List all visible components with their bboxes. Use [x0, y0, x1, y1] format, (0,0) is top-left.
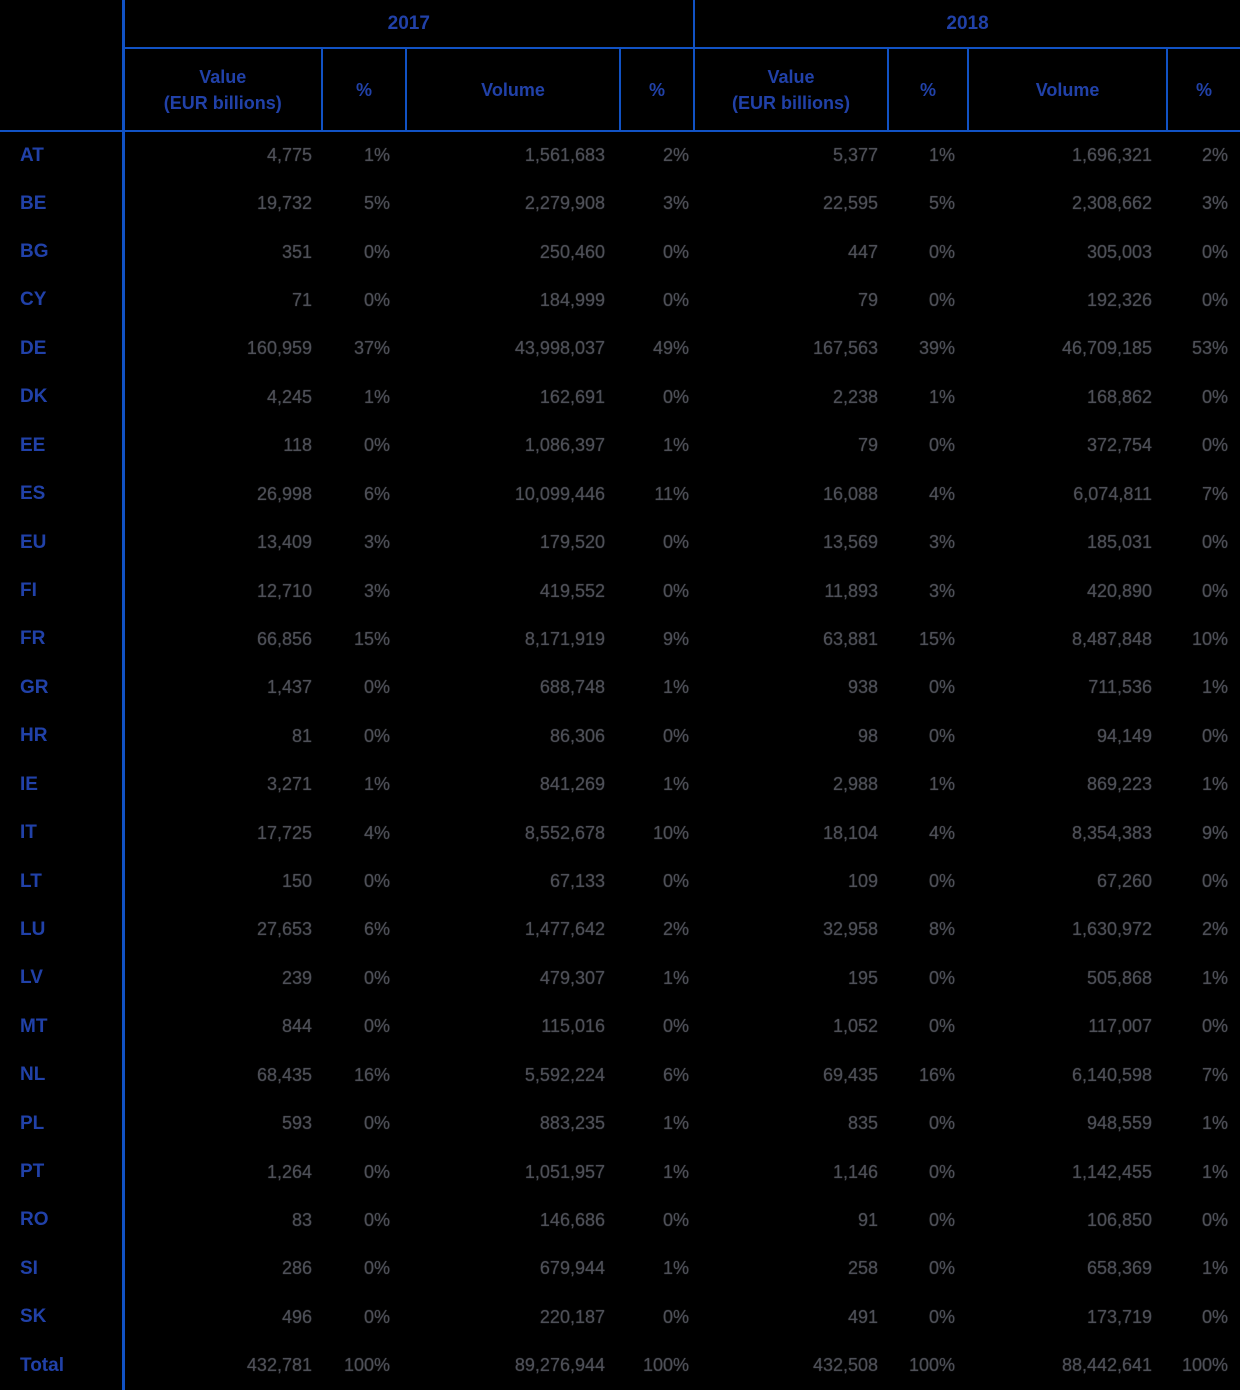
country-row	[0, 1051, 1240, 1099]
country-code-label: EU	[0, 518, 123, 566]
value-pct-2018-cell: 0%	[929, 1209, 956, 1230]
country-row	[0, 470, 1240, 518]
volume-pct-2018-cell: 0%	[1202, 1306, 1229, 1327]
column-header-volume-pct-2017: %	[620, 48, 694, 131]
volume-2017-cell: 5,592,224	[524, 1064, 605, 1085]
value-pct-2017-cell: 37%	[353, 338, 390, 359]
value-2018-cell: 109	[847, 871, 879, 892]
country-row	[0, 179, 1240, 227]
country-row	[0, 760, 1240, 808]
volume-pct-2018-cell: 10%	[1192, 628, 1229, 649]
volume-pct-2018-cell: 0%	[1202, 1209, 1229, 1230]
value-header-line2: (EUR billions)	[732, 92, 851, 113]
value-pct-2017-cell: 3%	[363, 532, 390, 553]
volume-pct-2018-cell: 1%	[1202, 1161, 1229, 1182]
country-row	[0, 518, 1240, 566]
value-pct-2017-cell: 0%	[363, 1306, 390, 1327]
value-pct-2017-cell: 0%	[363, 241, 390, 262]
volume-pct-2018-cell: 53%	[1192, 338, 1229, 359]
volume-2017-cell: 841,269	[539, 774, 605, 795]
value-pct-2018-cell: 0%	[929, 1016, 956, 1037]
value-pct-2017-cell: 1%	[363, 774, 390, 795]
country-code-label: MT	[0, 1003, 123, 1051]
volume-2018-cell: 173,719	[1086, 1306, 1153, 1327]
country-row	[0, 906, 1240, 954]
country-code-label: PT	[0, 1148, 123, 1196]
value-2018-cell: 91	[858, 1209, 879, 1230]
value-2018-cell: 18,104	[822, 822, 879, 843]
country-code-label: SK	[0, 1293, 123, 1341]
volume-pct-2018-cell: 1%	[1202, 774, 1229, 795]
value-2018-cell: 491	[847, 1306, 879, 1327]
volume-pct-2018-cell: 0%	[1202, 386, 1229, 407]
column-header-value-pct-2018: %	[888, 48, 968, 131]
value-pct-2017-cell: 100%	[343, 1355, 390, 1376]
value-pct-2018-cell: 0%	[929, 1306, 956, 1327]
value-pct-2017-cell: 0%	[363, 1113, 390, 1134]
country-code-label: LV	[0, 954, 123, 1002]
value-pct-2018-cell: 0%	[929, 967, 956, 988]
volume-2018-cell: 88,442,641	[1061, 1355, 1153, 1376]
volume-pct-2017-cell: 0%	[663, 1209, 690, 1230]
corner-cell	[0, 48, 123, 131]
country-code-label: ES	[0, 470, 123, 518]
country-code-label: FI	[0, 567, 123, 615]
volume-pct-2017-cell: 1%	[663, 1258, 690, 1279]
volume-2018-cell: 117,007	[1088, 1016, 1153, 1037]
country-code-label: CY	[0, 276, 123, 324]
country-code-label: PL	[0, 1099, 123, 1147]
country-code-label: BE	[0, 179, 123, 227]
country-row	[0, 1148, 1240, 1196]
volume-2018-cell: 8,487,848	[1071, 628, 1153, 649]
volume-pct-2017-cell: 1%	[663, 1161, 690, 1182]
country-row	[0, 1245, 1240, 1293]
value-2018-cell: 2,238	[832, 386, 879, 407]
value-2018-cell: 432,508	[812, 1355, 879, 1376]
volume-2018-cell: 94,149	[1096, 725, 1153, 746]
volume-pct-2017-cell: 0%	[663, 580, 690, 601]
value-2017-cell: 844	[281, 1016, 312, 1037]
value-pct-2018-cell: 8%	[929, 919, 956, 940]
value-2017-cell: 160,959	[246, 338, 312, 359]
volume-2017-cell: 146,686	[539, 1209, 605, 1230]
value-2017-cell: 19,732	[256, 193, 312, 214]
country-row	[0, 325, 1240, 373]
volume-2017-cell: 1,477,642	[524, 919, 605, 940]
value-2017-cell: 12,710	[256, 580, 312, 601]
volume-2017-cell: 688,748	[539, 677, 605, 698]
country-row	[0, 276, 1240, 324]
volume-2017-cell: 1,086,397	[524, 435, 605, 456]
value-2017-cell: 118	[283, 435, 312, 456]
total-row	[0, 1342, 1240, 1390]
volume-pct-2017-cell: 0%	[663, 1016, 690, 1037]
country-row	[0, 1099, 1240, 1147]
country-code-label: DE	[0, 325, 123, 373]
volume-2018-cell: 8,354,383	[1071, 822, 1153, 843]
value-pct-2017-cell: 0%	[363, 1016, 390, 1037]
volume-pct-2017-cell: 1%	[663, 1113, 690, 1134]
value-2017-cell: 4,775	[266, 145, 312, 166]
value-2018-cell: 1,052	[832, 1016, 879, 1037]
value-pct-2018-cell: 0%	[929, 677, 956, 698]
volume-2017-cell: 43,998,037	[514, 338, 605, 359]
value-pct-2017-cell: 15%	[353, 628, 390, 649]
volume-2018-cell: 948,559	[1086, 1113, 1153, 1134]
column-header-volume-2017: Volume	[406, 48, 620, 131]
volume-pct-2018-cell: 0%	[1202, 435, 1229, 456]
volume-pct-2017-cell: 0%	[663, 871, 690, 892]
volume-2017-cell: 2,279,908	[524, 193, 605, 214]
value-2017-cell: 66,856	[256, 628, 312, 649]
volume-pct-2018-cell: 0%	[1202, 580, 1229, 601]
value-2018-cell: 2,988	[832, 774, 879, 795]
value-2017-cell: 83	[291, 1209, 312, 1230]
column-header-volume-2018: Volume	[968, 48, 1167, 131]
value-pct-2018-cell: 0%	[929, 725, 956, 746]
volume-2017-cell: 10,099,446	[514, 483, 605, 504]
value-2018-cell: 11,893	[824, 580, 879, 601]
volume-pct-2018-cell: 7%	[1202, 1064, 1229, 1085]
volume-pct-2018-cell: 7%	[1202, 483, 1229, 504]
value-2018-cell: 835	[847, 1113, 879, 1134]
value-2017-cell: 496	[281, 1306, 312, 1327]
value-2017-cell: 286	[281, 1258, 312, 1279]
volume-pct-2017-cell: 3%	[663, 193, 690, 214]
value-pct-2017-cell: 3%	[363, 580, 390, 601]
table-body	[0, 131, 1240, 1390]
value-header-line2: (EUR billions)	[163, 92, 282, 113]
value-pct-2018-cell: 0%	[929, 289, 956, 310]
volume-pct-2018-cell: 0%	[1202, 871, 1229, 892]
volume-pct-2018-cell: 0%	[1202, 532, 1229, 553]
volume-pct-2018-cell: 0%	[1202, 1016, 1229, 1037]
year-header-2017: 2017	[123, 0, 694, 48]
value-2018-cell: 1,146	[832, 1161, 879, 1182]
value-2017-cell: 71	[291, 289, 312, 310]
volume-2017-cell: 1,051,957	[524, 1161, 605, 1182]
volume-pct-2018-cell: 3%	[1202, 193, 1229, 214]
volume-2017-cell: 86,306	[549, 725, 605, 746]
column-header-value-2017	[123, 48, 322, 131]
country-row	[0, 422, 1240, 470]
value-pct-2017-cell: 1%	[363, 386, 390, 407]
volume-2017-cell: 179,520	[539, 532, 605, 553]
value-pct-2018-cell: 0%	[929, 435, 956, 456]
value-2018-cell: 79	[858, 435, 879, 456]
year-header-2018: 2018	[694, 0, 1240, 48]
value-2018-cell: 5,377	[832, 145, 879, 166]
volume-pct-2018-cell: 2%	[1202, 919, 1229, 940]
column-header-value-2018	[694, 48, 888, 131]
value-pct-2017-cell: 6%	[363, 919, 390, 940]
country-row	[0, 373, 1240, 421]
volume-pct-2018-cell: 0%	[1202, 289, 1229, 310]
volume-2017-cell: 162,691	[539, 386, 605, 407]
volume-2017-cell: 883,235	[539, 1113, 605, 1134]
volume-2018-cell: 46,709,185	[1061, 338, 1153, 359]
volume-2017-cell: 8,171,919	[524, 628, 605, 649]
value-pct-2018-cell: 1%	[929, 386, 956, 407]
volume-pct-2017-cell: 2%	[663, 145, 690, 166]
value-pct-2017-cell: 1%	[363, 145, 390, 166]
value-2017-cell: 1,437	[266, 677, 312, 698]
volume-2017-cell: 419,552	[539, 580, 605, 601]
volume-pct-2018-cell: 0%	[1202, 725, 1229, 746]
value-2018-cell: 32,958	[822, 919, 879, 940]
volume-2018-cell: 6,074,811	[1073, 483, 1153, 504]
volume-2017-cell: 220,187	[539, 1306, 605, 1327]
country-code-label: SI	[0, 1245, 123, 1293]
value-2018-cell: 938	[847, 677, 879, 698]
country-row	[0, 664, 1240, 712]
value-2017-cell: 26,998	[256, 483, 312, 504]
volume-pct-2017-cell: 2%	[663, 919, 690, 940]
value-pct-2018-cell: 4%	[929, 483, 956, 504]
volume-pct-2017-cell: 0%	[663, 532, 690, 553]
value-2017-cell: 27,653	[256, 919, 312, 940]
volume-pct-2017-cell: 0%	[663, 241, 690, 262]
volume-pct-2017-cell: 9%	[663, 628, 690, 649]
country-code-label: LU	[0, 906, 123, 954]
volume-pct-2017-cell: 0%	[663, 1306, 690, 1327]
value-2018-cell: 195	[847, 967, 879, 988]
country-row	[0, 228, 1240, 276]
value-pct-2018-cell: 100%	[908, 1355, 956, 1376]
volume-pct-2018-cell: 1%	[1202, 677, 1229, 698]
value-pct-2017-cell: 0%	[363, 871, 390, 892]
volume-2018-cell: 420,890	[1086, 580, 1153, 601]
value-pct-2018-cell: 0%	[929, 1258, 956, 1279]
value-pct-2018-cell: 0%	[929, 1161, 956, 1182]
volume-2018-cell: 658,369	[1086, 1258, 1153, 1279]
value-pct-2018-cell: 3%	[929, 532, 956, 553]
value-2017-cell: 68,435	[256, 1064, 312, 1085]
volume-pct-2017-cell: 0%	[663, 386, 690, 407]
value-2018-cell: 167,563	[812, 338, 879, 359]
value-header-line1: Value	[767, 66, 815, 87]
country-code-label: HR	[0, 712, 123, 760]
value-2018-cell: 258	[847, 1258, 879, 1279]
value-pct-2018-cell: 0%	[929, 871, 956, 892]
total-label: Total	[0, 1342, 123, 1390]
value-pct-2017-cell: 4%	[363, 822, 390, 843]
value-pct-2018-cell: 1%	[929, 774, 956, 795]
value-pct-2018-cell: 0%	[929, 241, 956, 262]
volume-2017-cell: 479,307	[539, 967, 605, 988]
country-row	[0, 615, 1240, 663]
volume-pct-2018-cell: 1%	[1202, 1113, 1229, 1134]
volume-pct-2018-cell: 0%	[1202, 241, 1229, 262]
value-2017-cell: 239	[281, 967, 312, 988]
volume-pct-2017-cell: 6%	[663, 1064, 690, 1085]
volume-2018-cell: 1,142,455	[1071, 1161, 1153, 1182]
value-2018-cell: 16,088	[822, 483, 879, 504]
volume-pct-2017-cell: 49%	[653, 338, 690, 359]
volume-2018-cell: 185,031	[1086, 532, 1153, 553]
country-code-label: AT	[0, 131, 123, 179]
value-pct-2017-cell: 0%	[363, 289, 390, 310]
country-code-label: NL	[0, 1051, 123, 1099]
volume-pct-2017-cell: 11%	[654, 483, 690, 504]
value-2017-cell: 13,409	[256, 532, 312, 553]
value-pct-2017-cell: 16%	[353, 1064, 390, 1085]
value-pct-2017-cell: 0%	[363, 967, 390, 988]
value-pct-2017-cell: 0%	[363, 677, 390, 698]
corner-cell	[0, 0, 123, 48]
value-2018-cell: 98	[858, 725, 879, 746]
volume-2018-cell: 2,308,662	[1071, 193, 1153, 214]
volume-2018-cell: 305,003	[1086, 241, 1153, 262]
value-pct-2017-cell: 0%	[363, 1258, 390, 1279]
volume-2018-cell: 168,862	[1086, 386, 1153, 407]
value-2017-cell: 432,781	[246, 1355, 312, 1376]
country-code-label: BG	[0, 228, 123, 276]
volume-pct-2018-cell: 1%	[1202, 1258, 1229, 1279]
value-2018-cell: 447	[847, 241, 879, 262]
volume-2018-cell: 1,630,972	[1071, 919, 1153, 940]
volume-2018-cell: 6,140,598	[1071, 1064, 1153, 1085]
volume-2017-cell: 89,276,944	[514, 1355, 605, 1376]
value-pct-2017-cell: 0%	[363, 1209, 390, 1230]
country-row	[0, 712, 1240, 760]
volume-2018-cell: 372,754	[1086, 435, 1153, 456]
volume-2017-cell: 184,999	[539, 289, 605, 310]
volume-pct-2017-cell: 1%	[663, 435, 690, 456]
year-header-row	[0, 0, 1240, 48]
value-2017-cell: 4,245	[266, 386, 312, 407]
country-row	[0, 809, 1240, 857]
volume-2018-cell: 192,326	[1086, 289, 1153, 310]
value-2018-cell: 22,595	[822, 193, 879, 214]
value-2017-cell: 150	[281, 871, 312, 892]
volume-2017-cell: 67,133	[549, 871, 605, 892]
volume-2018-cell: 505,868	[1086, 967, 1153, 988]
value-header-line1: Value	[199, 66, 247, 87]
country-code-label: DK	[0, 373, 123, 421]
volume-pct-2017-cell: 1%	[663, 774, 690, 795]
volume-2017-cell: 1,561,683	[524, 145, 605, 166]
value-pct-2017-cell: 5%	[363, 193, 390, 214]
volume-pct-2017-cell: 1%	[663, 677, 690, 698]
country-row	[0, 1196, 1240, 1244]
volume-pct-2017-cell: 0%	[663, 289, 690, 310]
country-row	[0, 1003, 1240, 1051]
value-pct-2018-cell: 0%	[929, 1113, 956, 1134]
value-2018-cell: 13,569	[822, 532, 879, 553]
value-pct-2018-cell: 15%	[919, 628, 956, 649]
country-code-label: RO	[0, 1196, 123, 1244]
volume-2018-cell: 711,536	[1088, 677, 1153, 698]
value-2018-cell: 79	[858, 289, 879, 310]
column-header-volume-pct-2018: %	[1167, 48, 1240, 131]
volume-2017-cell: 679,944	[539, 1258, 605, 1279]
value-pct-2018-cell: 3%	[929, 580, 956, 601]
value-2017-cell: 17,725	[256, 822, 312, 843]
country-row	[0, 954, 1240, 1002]
value-pct-2017-cell: 0%	[363, 725, 390, 746]
value-pct-2018-cell: 16%	[919, 1064, 956, 1085]
country-code-label: EE	[0, 422, 123, 470]
volume-pct-2017-cell: 1%	[663, 967, 690, 988]
value-pct-2017-cell: 0%	[363, 435, 390, 456]
country-row	[0, 131, 1240, 179]
volume-2017-cell: 115,016	[541, 1016, 605, 1037]
volume-pct-2018-cell: 100%	[1182, 1355, 1229, 1376]
volume-2018-cell: 1,696,321	[1071, 145, 1153, 166]
country-row	[0, 857, 1240, 905]
value-2017-cell: 3,271	[266, 774, 312, 795]
volume-pct-2017-cell: 100%	[642, 1355, 690, 1376]
value-pct-2018-cell: 39%	[919, 338, 956, 359]
value-2017-cell: 1,264	[266, 1161, 312, 1182]
value-2018-cell: 69,435	[822, 1064, 879, 1085]
volume-pct-2018-cell: 1%	[1202, 967, 1229, 988]
country-code-label: LT	[0, 857, 123, 905]
column-header-row	[0, 48, 1240, 131]
country-code-label: GR	[0, 664, 123, 712]
column-header-value-pct-2017: %	[322, 48, 406, 131]
country-row	[0, 1293, 1240, 1341]
volume-2017-cell: 8,552,678	[524, 822, 605, 843]
country-code-label: IE	[0, 760, 123, 808]
volume-2017-cell: 250,460	[539, 241, 605, 262]
volume-pct-2018-cell: 9%	[1202, 822, 1229, 843]
value-2017-cell: 81	[291, 725, 312, 746]
volume-2018-cell: 869,223	[1086, 774, 1153, 795]
value-pct-2018-cell: 4%	[929, 822, 956, 843]
value-2017-cell: 351	[281, 241, 312, 262]
value-2018-cell: 63,881	[822, 628, 879, 649]
value-pct-2017-cell: 6%	[363, 483, 390, 504]
country-code-label: IT	[0, 809, 123, 857]
value-2017-cell: 593	[281, 1113, 312, 1134]
value-pct-2017-cell: 0%	[363, 1161, 390, 1182]
volume-2018-cell: 106,850	[1086, 1209, 1153, 1230]
value-pct-2018-cell: 1%	[929, 145, 956, 166]
volume-2018-cell: 67,260	[1096, 871, 1153, 892]
volume-pct-2017-cell: 0%	[663, 725, 690, 746]
country-code-label: FR	[0, 615, 123, 663]
volume-pct-2018-cell: 2%	[1202, 145, 1229, 166]
table-header	[0, 0, 1240, 131]
country-row	[0, 567, 1240, 615]
value-pct-2018-cell: 5%	[929, 193, 956, 214]
volume-pct-2017-cell: 10%	[653, 822, 690, 843]
